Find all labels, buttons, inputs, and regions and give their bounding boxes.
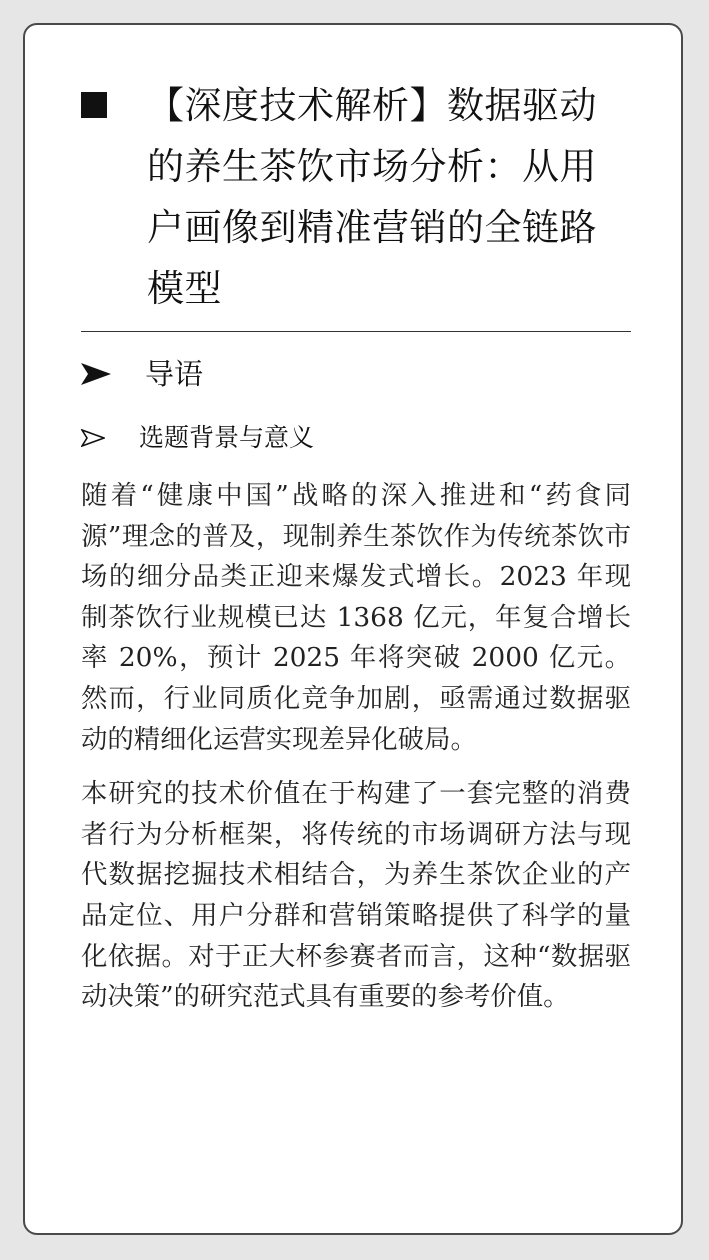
section-heading [81,354,631,394]
arrowhead-right-outline-icon [81,429,105,447]
article-title-text: 【深度技术解析】数据驱动的养生茶饮市场分析：从用户画像到精准营销的全链路模型 [147,84,597,310]
section-heading-text: 导语 [145,357,204,391]
arrowhead-right-icon [81,363,111,385]
body-paragraph-1: 随着“健康中国”战略的深入推进和“药食同源”理念的普及，现制养生茶饮作为传统茶饮市场的细分品类正迎来爆发式增长。2023 年现制茶饮行业规模已达 1368 亿元，年复合增长率 20%，预计 2025 年将突破 2000 亿元。然而，行业同质化竞争加剧，亟需通过数据驱动的精细化运营实现差异化破局。 [81,480,631,755]
subsection-heading [81,420,631,456]
subsection-heading-text: 选题背景与意义 [139,423,315,452]
article-content [81,75,631,1018]
body-paragraph-2: 本研究的技术价值在于构建了一套完整的消费者行为分析框架，将传统的市场调研方法与现代数据挖掘技术相结合，为养生茶饮企业的产品定位、用户分群和营销策略提供了科学的量化依据。对于正大杯参赛者而言，这种“数据驱动决策”的研究范式具有重要的参考价值。 [81,778,631,1013]
article-card [23,23,683,1235]
title-divider [81,331,631,332]
black-square-icon [81,92,107,118]
article-title [81,75,631,319]
